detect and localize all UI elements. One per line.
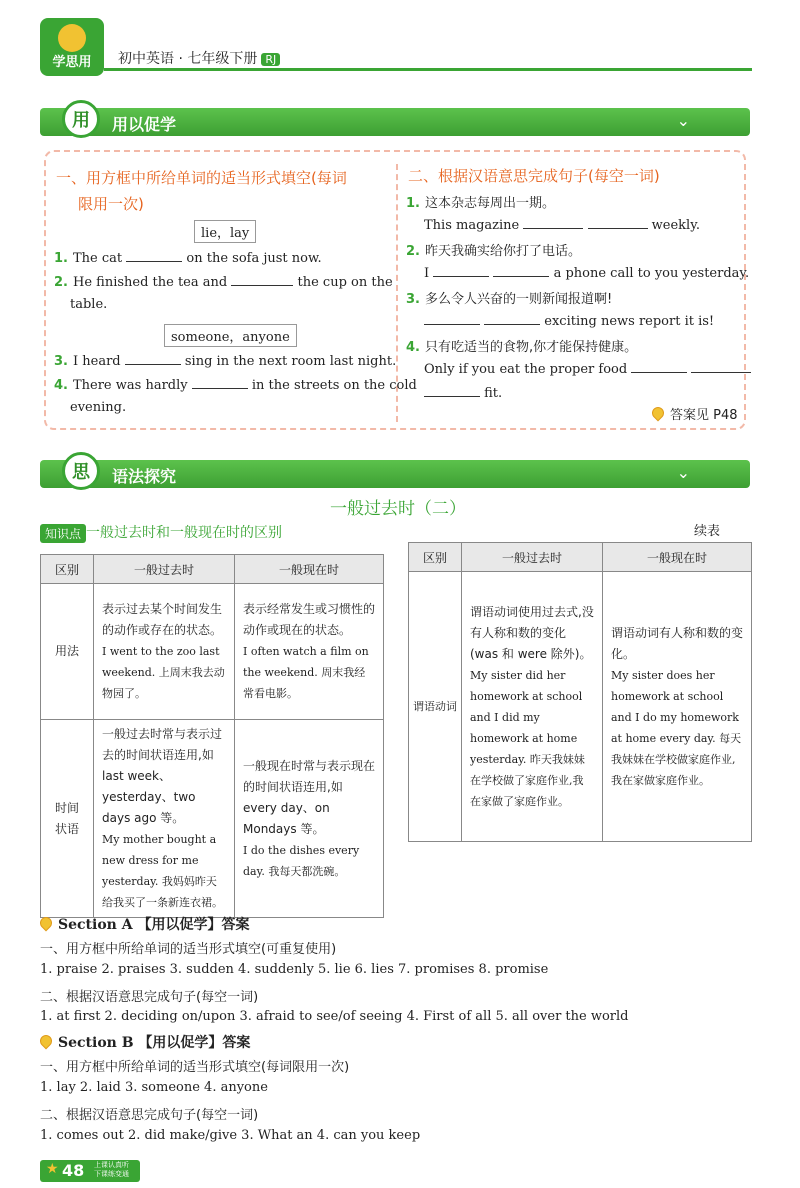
cell-desc: 谓语动词有人称和数的变化。 — [611, 625, 744, 661]
location-pin-icon — [38, 915, 55, 932]
q-text: The cat — [72, 251, 123, 266]
q-zh-text: 多么令人兴奋的一则新闻报道啊! — [424, 292, 613, 307]
answers-line: 1. praise 2. praises 3. sudden 4. suddenly 5. lie 6. lies 7. promises 8. promise — [40, 962, 549, 977]
answer-reference-text: 答案见 P48 — [670, 408, 738, 423]
question-r1-en — [424, 216, 700, 233]
location-pin-icon — [650, 405, 667, 422]
table-header: 区别 — [41, 555, 94, 584]
cell-example: My mother bought a new dress for me yesterday. 我妈妈昨天给我买了一条新连衣裙。 — [102, 833, 223, 909]
comparison-table-2 — [408, 542, 752, 842]
continued-label: 续表 — [694, 524, 721, 539]
exercise-heading-right: 二、根据汉语意思完成句子(每空一词) — [408, 167, 660, 185]
q-text: I heard — [72, 354, 121, 369]
answer-reference[interactable] — [652, 404, 738, 423]
answers-section-a-title — [40, 914, 249, 934]
word-box-2: someone，anyone — [164, 324, 297, 347]
cell-example: I often watch a film on the weekend. 周末我经常看电影。 — [243, 645, 369, 700]
answers-part: 一、用方框中所给单词的适当形式填空(每词限用一次) — [40, 1060, 350, 1075]
q-num: 3. — [54, 354, 68, 369]
q-text: He finished the tea and — [72, 275, 228, 290]
cell-example: My sister did her homework at school and I did my homework at home yesterday. 昨天我妹妹在学校做了家庭作业,我在家做了家庭作业。 — [470, 668, 585, 808]
q-num: 4. — [54, 378, 68, 393]
answer-blank[interactable] — [192, 376, 248, 389]
answer-blank[interactable] — [231, 273, 293, 286]
q-text: weekly. — [651, 218, 700, 233]
answer-blank[interactable] — [691, 360, 751, 373]
answer-blank[interactable] — [125, 352, 181, 365]
exercise-heading-left — [56, 165, 392, 217]
table-header: 一般现在时 — [235, 555, 384, 584]
mascot-icon — [58, 24, 86, 52]
cell-desc: 一般过去时常与表示过去的时间状语连用,如 last week、yesterday、two days ago 等。 — [102, 727, 223, 825]
header-divider — [104, 68, 752, 71]
q-num: 2. — [54, 275, 68, 290]
answers-title-text: Section B 【用以促学】答案 — [58, 1035, 251, 1051]
q-text: sing in the next room last night. — [184, 354, 397, 369]
q-zh-text: 这本杂志每周出一期。 — [424, 196, 555, 211]
section-label: 语法探究 — [112, 467, 177, 486]
q-text: I — [424, 266, 430, 281]
q-num: 3. — [406, 292, 420, 307]
row-label: 谓语动词 — [409, 572, 462, 842]
slogan-line: 上课认真听 — [94, 1161, 129, 1169]
answer-blank[interactable] — [588, 216, 648, 229]
cell-desc: 一般现在时常与表示现在的时间状语连用,如 every day、on Mondays 等。 — [243, 758, 376, 836]
answers-part: 一、用方框中所给单词的适当形式填空(可重复使用) — [40, 942, 337, 957]
question-r4-en-cont — [424, 384, 502, 401]
chevron-down-icon[interactable]: ⌄ — [676, 463, 690, 482]
q-text: the cup on the — [297, 275, 393, 290]
question-r2-en — [424, 264, 749, 281]
q-num: 2. — [406, 244, 420, 259]
table-cell — [462, 572, 603, 842]
brand-logo — [40, 18, 104, 76]
book-title — [118, 48, 280, 68]
answer-blank[interactable] — [493, 264, 549, 277]
answers-line: 1. comes out 2. did make/give 3. What an 4. can you keep — [40, 1128, 421, 1143]
q-num: 1. — [54, 251, 68, 266]
table-cell — [603, 572, 752, 842]
heading-line-2: 限用一次) — [78, 195, 144, 213]
q-text: This magazine — [424, 218, 520, 233]
row-label-line: 状语 — [54, 821, 79, 836]
answers-section-b-title — [40, 1032, 250, 1052]
question-r3-zh — [406, 288, 612, 307]
knowledge-point-tag: 知识点 — [40, 524, 86, 543]
section-icon-yong: 用 — [62, 100, 100, 138]
location-pin-icon — [38, 1033, 55, 1050]
slogan-line: 下课练变通 — [94, 1170, 129, 1178]
question-2 — [54, 273, 393, 290]
table-header: 一般过去时 — [462, 543, 603, 572]
table-header: 区别 — [409, 543, 462, 572]
footer-slogan — [94, 1161, 129, 1179]
chevron-down-icon[interactable]: ⌄ — [676, 111, 690, 130]
q-text: exciting news report it is! — [544, 314, 715, 329]
answer-blank[interactable] — [484, 312, 540, 325]
answers-part: 二、根据汉语意思完成句子(每空一词) — [40, 1108, 259, 1123]
question-r4-zh — [406, 336, 637, 355]
section-icon-si: 思 — [62, 452, 100, 490]
table-cell — [235, 584, 384, 720]
answer-blank[interactable] — [126, 249, 182, 262]
section-label: 用以促学 — [112, 115, 177, 134]
table-cell — [94, 584, 235, 720]
q4-continuation: evening. — [70, 400, 127, 415]
table-header: 一般过去时 — [94, 555, 235, 584]
cell-desc: 谓语动词使用过去式,没有人称和数的变化(was 和 were 除外)。 — [470, 604, 594, 661]
row-label-line: 时间 — [54, 800, 79, 815]
question-r1-zh — [406, 192, 555, 211]
answers-title-text: Section A 【用以促学】答案 — [58, 917, 250, 933]
answer-blank[interactable] — [523, 216, 583, 229]
question-r4-en — [424, 360, 751, 377]
table-cell — [235, 720, 384, 918]
answer-blank[interactable] — [424, 312, 480, 325]
page-number: 48 — [62, 1161, 85, 1180]
answers-line: 1. lay 2. laid 3. someone 4. anyone — [40, 1080, 268, 1095]
comparison-table-1 — [40, 554, 384, 918]
edition-badge: RJ — [261, 53, 280, 66]
q-num: 1. — [406, 196, 420, 211]
question-r2-zh — [406, 240, 581, 259]
answers-line: 1. at first 2. deciding on/upon 3. afraid to see/of seeing 4. First of all 5. all over the world — [40, 1009, 629, 1024]
q-zh-text: 昨天我确实给你打了电话。 — [424, 244, 581, 259]
word-box-1: lie，lay — [194, 220, 256, 243]
answers-part: 二、根据汉语意思完成句子(每空一词) — [40, 990, 259, 1005]
heading-line-1: 一、用方框中所给单词的适当形式填空(每词 — [56, 169, 347, 187]
star-icon: ★ — [46, 1161, 59, 1177]
answer-blank[interactable] — [433, 264, 489, 277]
section-bar-grammar[interactable] — [40, 460, 750, 488]
cell-example: My sister does her homework at school and I do my homework at home every day. 每天我妹妹在学校做家庭作业,我在家做家庭作业。 — [611, 668, 742, 787]
q-text: Only if you eat the proper food — [424, 362, 628, 377]
cell-desc: 表示经常发生或习惯性的动作或现在的状态。 — [243, 602, 376, 637]
book-title-text: 初中英语 · 七年级下册 — [118, 51, 258, 67]
q2-continuation: table. — [70, 297, 108, 312]
q-num: 4. — [406, 340, 420, 355]
grammar-subtitle: 一般过去时（二） — [330, 499, 466, 519]
q-zh-text: 只有吃适当的食物,你才能保持健康。 — [424, 340, 638, 355]
answer-blank[interactable] — [631, 360, 687, 373]
row-label — [41, 720, 94, 918]
q-text: There was hardly — [72, 378, 188, 393]
answer-blank[interactable] — [424, 384, 480, 397]
cell-example: I do the dishes every day. 我每天都洗碗。 — [243, 843, 360, 878]
logo-text: 学思用 — [52, 55, 92, 70]
question-r3-en — [424, 312, 714, 329]
knowledge-point-title: 一般过去时和一般现在时的区别 — [86, 525, 282, 541]
table-header: 一般现在时 — [603, 543, 752, 572]
q-text: on the sofa just now. — [186, 251, 322, 266]
q-text: fit. — [484, 386, 503, 401]
question-4 — [54, 376, 417, 393]
cell-example: I went to the zoo last weekend. 上周末我去动物园了。 — [102, 645, 225, 700]
question-3 — [54, 352, 396, 369]
table-cell — [94, 720, 235, 918]
row-label: 用法 — [41, 584, 94, 720]
q-text: a phone call to you yesterday. — [553, 266, 750, 281]
page-number-badge — [40, 1160, 140, 1182]
q-text: in the streets on the cold — [251, 378, 417, 393]
cell-desc: 表示过去某个时间发生的动作或存在的状态。 — [102, 602, 223, 637]
section-bar-practice[interactable] — [40, 108, 750, 136]
question-1 — [54, 249, 322, 266]
